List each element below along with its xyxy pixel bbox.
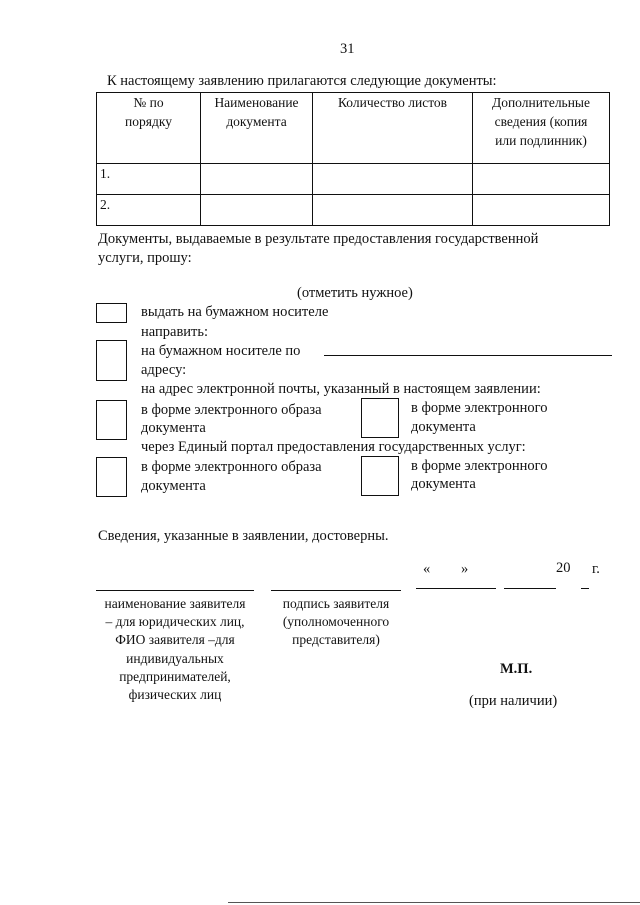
reliability-statement: Сведения, указанные в заявлении, достоверны. xyxy=(98,528,389,544)
table-row xyxy=(97,195,610,226)
applicant-caption: наименование заявителя – для юридических лиц, ФИО заявителя –для индивидуальных предпринимателей, физических лиц xyxy=(104,596,246,703)
table-cell[interactable] xyxy=(313,164,473,195)
email-intro: на адрес электронной почты, указанный в настоящем заявлении: xyxy=(141,381,541,397)
signature-line[interactable] xyxy=(271,590,401,591)
option-portal-document-label-2: документа xyxy=(411,476,476,492)
option-portal-image-label-2: документа xyxy=(141,478,206,494)
mark-needed-note: (отметить нужное) xyxy=(297,285,413,301)
date-year-suffix: г. xyxy=(592,561,600,577)
applicant-name-line[interactable] xyxy=(96,590,254,591)
page-number: 31 xyxy=(340,41,355,57)
option-paper-address-label: на бумажном носителе по xyxy=(141,343,301,359)
table-header-row xyxy=(97,93,610,164)
bottom-edge-line xyxy=(228,902,640,903)
table-cell[interactable] xyxy=(473,195,610,226)
option-email-document-label: в форме электронного xyxy=(411,400,548,416)
checkbox-paper[interactable] xyxy=(96,303,127,323)
option-paper-address-label-2: адресу: xyxy=(141,362,187,378)
signature-caption: подпись заявителя (уполномоченного представителя) xyxy=(282,596,390,648)
issue-text-line2: услуги, прошу: xyxy=(98,250,192,266)
date-day-line[interactable] xyxy=(416,588,496,589)
checkbox-email-document[interactable] xyxy=(361,398,399,438)
send-label: направить: xyxy=(141,324,209,340)
col-header-name: Наименование документа xyxy=(201,93,313,164)
address-input-line[interactable] xyxy=(324,355,612,356)
checkbox-portal-image[interactable] xyxy=(96,457,127,497)
table-cell[interactable] xyxy=(201,164,313,195)
option-email-image-label: в форме электронного образа xyxy=(141,402,322,418)
attachments-intro: К настоящему заявлению прилагаются следующие документы: xyxy=(107,73,497,89)
option-portal-image-label: в форме электронного образа xyxy=(141,459,322,475)
table-cell[interactable]: 2. xyxy=(97,195,201,226)
col-header-extra: Дополнительные сведения (копия или подлинник) xyxy=(473,93,610,164)
date-year-prefix: 20 xyxy=(556,560,571,576)
option-email-document-label-2: документа xyxy=(411,419,476,435)
col-header-number: № по порядку xyxy=(97,93,201,164)
stamp-note: (при наличии) xyxy=(469,693,558,709)
checkbox-portal-document[interactable] xyxy=(361,456,399,496)
issue-text-line1: Документы, выдаваемые в результате предоставления государственной xyxy=(98,231,539,247)
date-month-line[interactable] xyxy=(504,588,556,589)
checkbox-email-image[interactable] xyxy=(96,400,127,440)
col-header-sheets: Количество листов xyxy=(313,93,473,164)
table-row xyxy=(97,164,610,195)
table-cell[interactable] xyxy=(313,195,473,226)
portal-intro: через Единый портал предоставления государственных услуг: xyxy=(141,439,526,455)
stamp-label: М.П. xyxy=(500,661,533,677)
date-open-quote: « xyxy=(423,561,431,577)
date-year-line[interactable] xyxy=(581,588,589,589)
checkbox-paper-address[interactable] xyxy=(96,340,127,381)
table-cell[interactable]: 1. xyxy=(97,164,201,195)
option-portal-document-label: в форме электронного xyxy=(411,458,548,474)
date-close-quote: » xyxy=(461,561,469,577)
table-cell[interactable] xyxy=(201,195,313,226)
table-cell[interactable] xyxy=(473,164,610,195)
option-paper-label: выдать на бумажном носителе xyxy=(141,304,329,320)
attachments-table xyxy=(96,92,610,226)
option-email-image-label-2: документа xyxy=(141,420,206,436)
